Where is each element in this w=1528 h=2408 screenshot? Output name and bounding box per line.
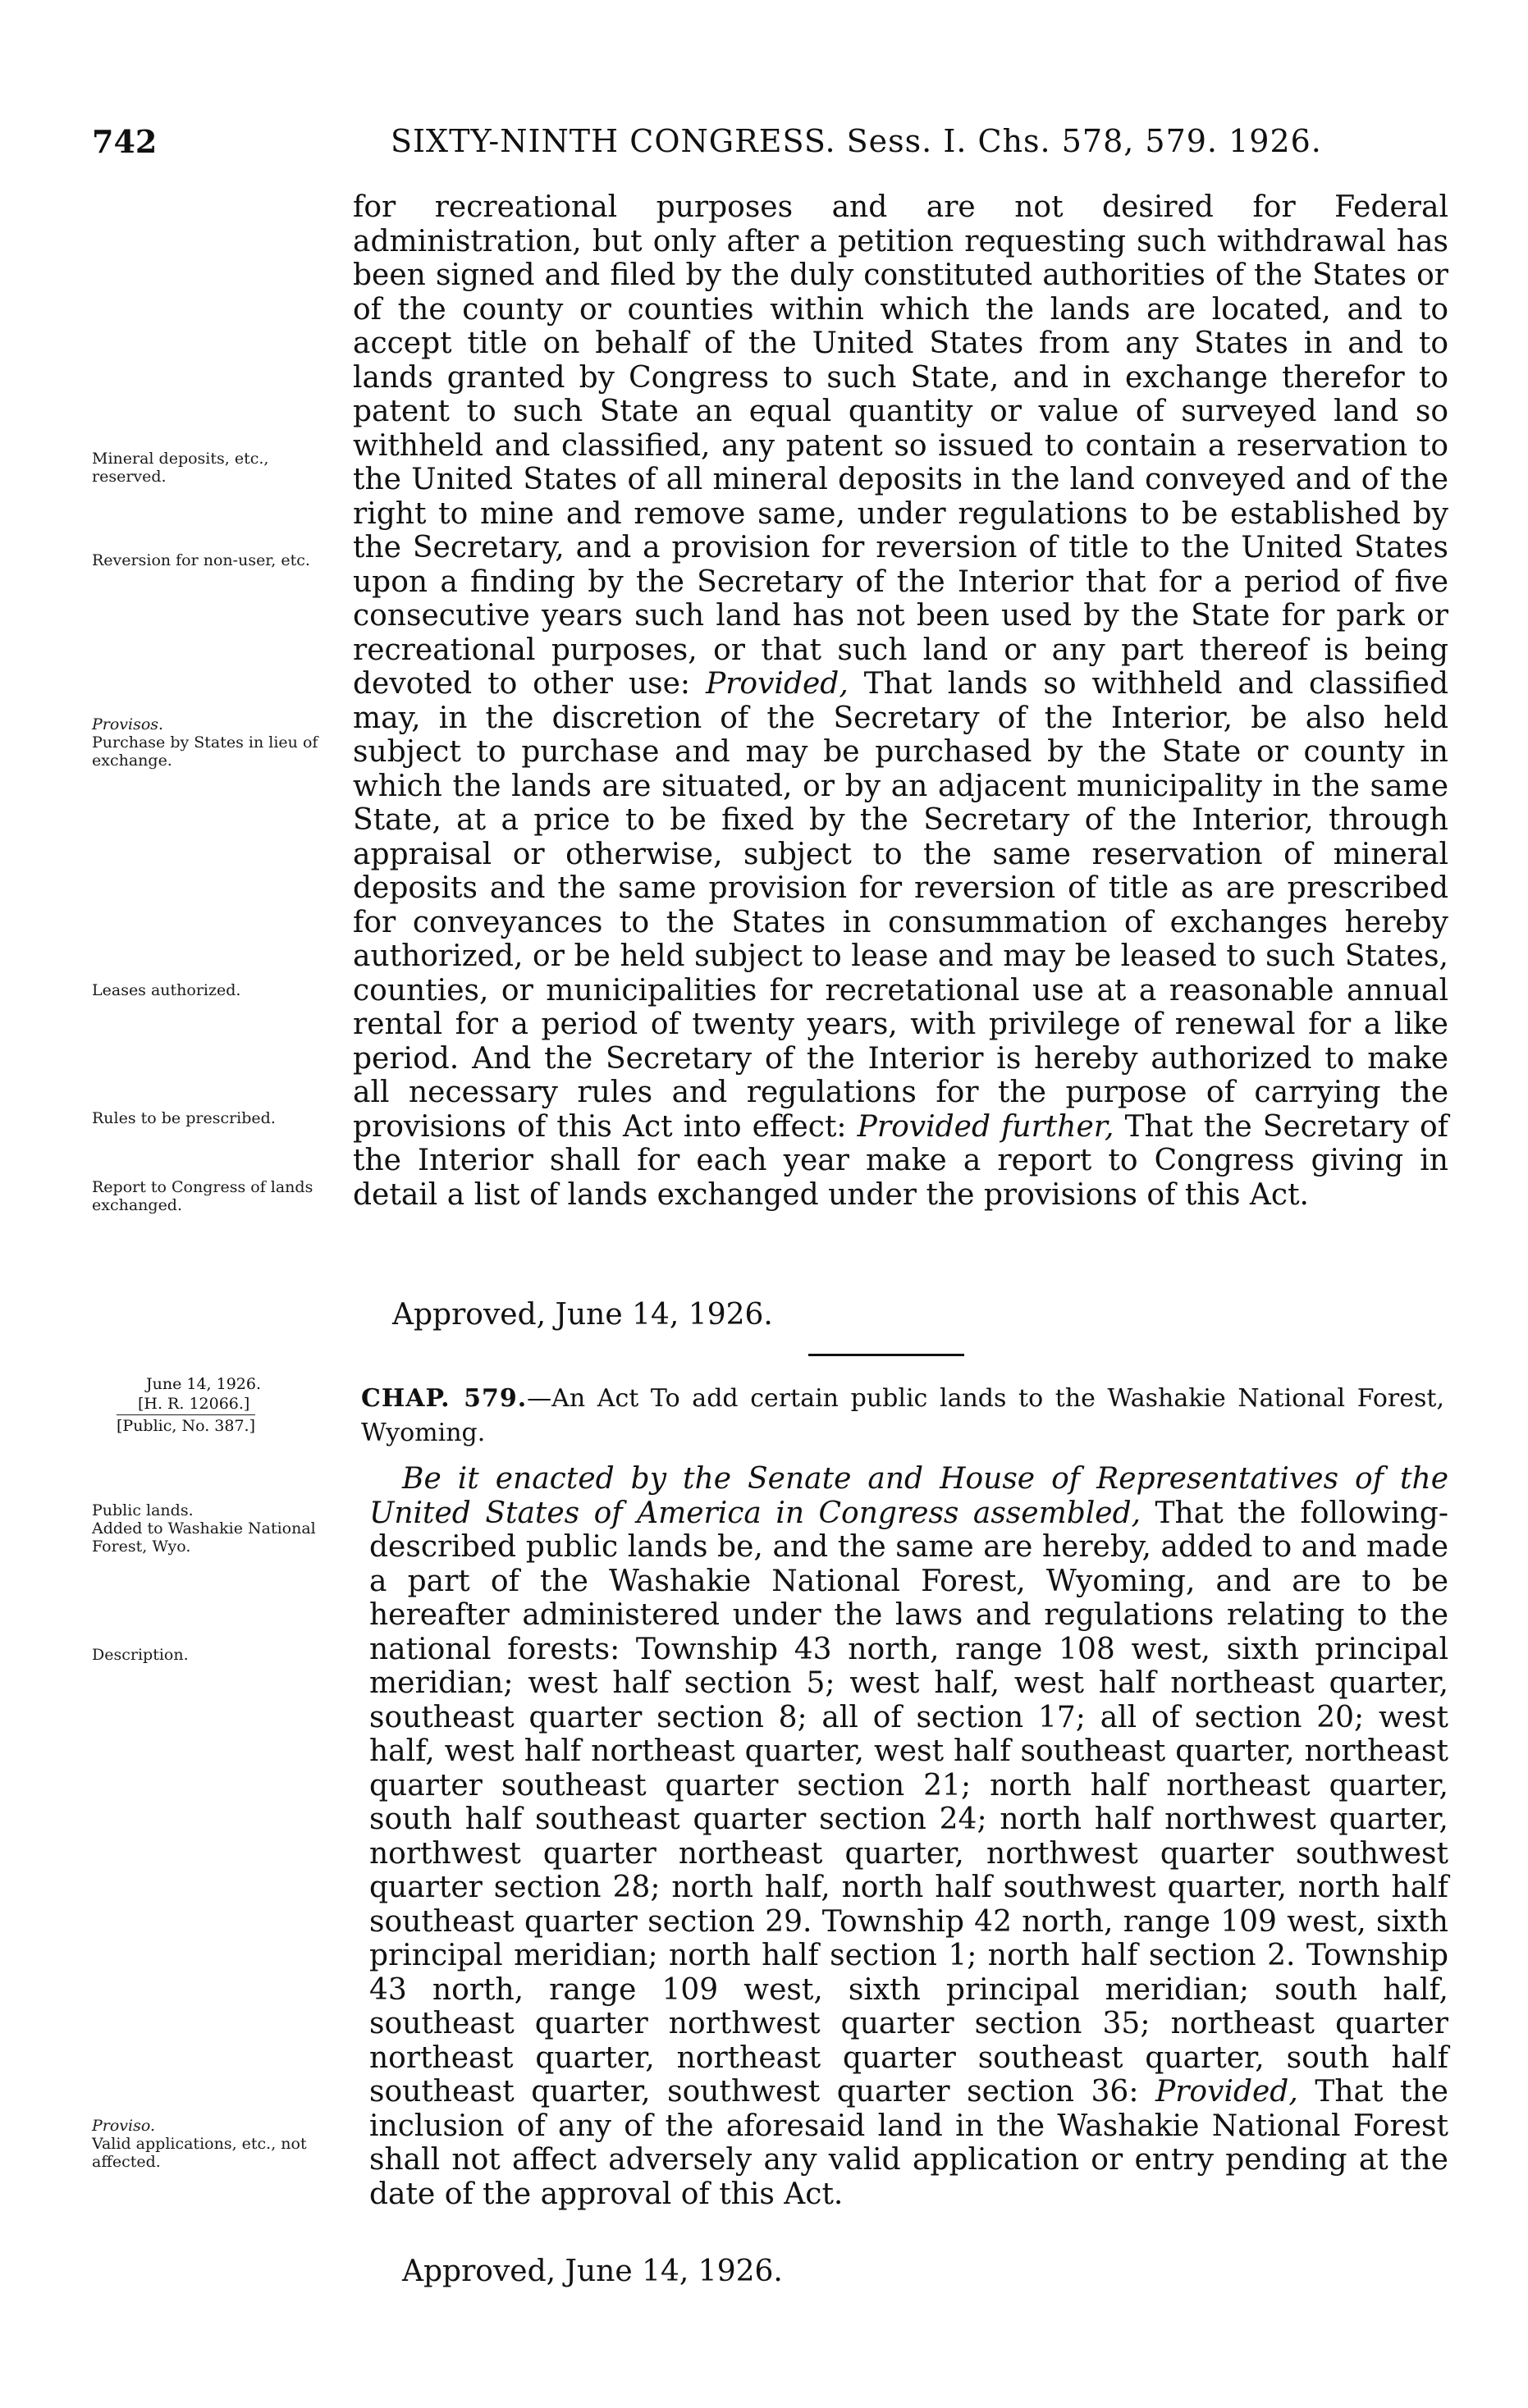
ch579-text-end: That the inclusion of any of the aforesaid land in the Washakie National Forest shall not affect adversely any valid application or entry pending at the date of the approval of this Act. [369, 2075, 1448, 2211]
ch579-enacting-clause: Be it enacted by the Senate and House of Representatives of the United States of America in Congress assembled, [369, 1462, 1448, 1530]
running-title: SIXTY-NINTH CONGRESS. Sess. I. Chs. 578, 579. 1926. [391, 123, 1322, 159]
ch578-text-start: for recreational purposes and are not desired for Federal administration, but only after a petition requesting such withdrawal has been signed and filed by the duly constituted authorities of the States or of the county or counties within which the lands are located, and to accept title on behalf of the United States from any States in and to lands granted by Congress to such State, and in exchange therefor to patent to such State an equal quantity or value of surveyed land so withheld and classified, any patent so issued to contain a reservation to the United States of all mineral deposits in the land conveyed and of the right to mine and remove same, under regulations to be established by the Secretary, and a provision for reversion of title to the United States upon a finding by the Secretary of the Interior that for a period of five consecutive years such land has not been used by the State for park or recreational purposes, or that such land or any part thereof is being devoted to other use: [353, 190, 1448, 701]
ch579-approved: Approved, June 14, 1926. [402, 2255, 783, 2288]
ch578-text-end: That the Secretary of the Interior shall for each year make a report to Congress giving in detail a list of lands exchanged under the provisions of this Act. [353, 1109, 1449, 1212]
margin-note-leases: Leases authorized. [92, 981, 241, 999]
margin-note-valid: Valid applications, etc., not affected. [92, 2135, 307, 2171]
ch578-approved: Approved, June 14, 1926. [392, 1298, 773, 1332]
ch578-text-middle: That lands so withheld and classified may, in the discretion of the Secretary of the Interior, be also held subject to purchase and may be purchased by the State or county in which the lands are situated, or by an adjacent municipality in the same State, at a price to be fixed by the Secretary of the Interior, through appraisal or otherwise, subject to the same reservation of mineral deposits and the same provision for reversion of title as are prescribed for conveyances to the States in consummation of exchanges hereby authorized, or be held subject to lease and may be leased to such States, counties, or municipalities for recretational use at a reasonable annual rental for a period of twenty years, with privilege of renewal for a like period. And the Secretary of the Interior is hereby authorized to make all necessary rules and regulations for the purpose of carrying the provisions of this Act into effect: [353, 667, 1448, 1144]
ch579-provided: Provided, [1155, 2075, 1298, 2109]
margin-note-purchase: Purchase by States in lieu of exchange. [92, 733, 318, 770]
ch578-provided-further: Provided further, [857, 1109, 1114, 1144]
section-divider [808, 1354, 964, 1356]
ch579-public-law: [Public, No. 387.] [117, 1414, 255, 1436]
margin-note-provisos [92, 715, 338, 770]
margin-note-provisos-label: Provisos. [92, 715, 164, 733]
margin-note-description: Description. [92, 1646, 189, 1664]
ch579-text-start: That the following-described public lands be, and the same are hereby, added to and made a part of the Washakie National Forest, Wyoming, and are to be hereafter administered under the laws and regulations relating to the national forests: Township 43 north, range 108 west, sixth principal meridian; west half section 5; west half, west half northeast quarter, southeast quarter section 8; all of section 17; all of section 20; west half, west half northeast quarter, west half southeast quarter, northeast quarter southeast quarter section 21; north half northeast quarter, south half southeast quarter section 24; north half northwest quarter, northwest quarter northeast quarter, northwest quarter southwest quarter section 28; north half, north half southwest quarter, north half southeast quarter section 29. Township 42 north, range 109 west, sixth principal meridian; north half section 1; north half section 2. Township 43 north, range 109 west, sixth principal meridian; south half, southeast quarter northwest quarter section 35; northeast quarter northeast quarter, northeast quarter southeast quarter, south half southeast quarter, southwest quarter section 36: [369, 1496, 1448, 2109]
ch579-heading [361, 1382, 1444, 1451]
page-header [92, 123, 1438, 172]
margin-note-rules: Rules to be prescribed. [92, 1109, 276, 1127]
margin-note-report: Report to Congress of lands exchanged. [92, 1178, 313, 1214]
margin-note-reversion: Reversion for non-user, etc. [92, 551, 310, 569]
chapter-579-body [369, 1462, 1448, 2211]
page-number: 742 [92, 123, 158, 160]
ch579-date: June 14, 1926. [146, 1375, 262, 1393]
margin-note-public-lands [92, 1501, 355, 1556]
margin-note-proviso-label: Proviso. [92, 2117, 156, 2135]
margin-note-mineral: Mineral deposits, etc., reserved. [92, 450, 269, 486]
ch579-label: CHAP. 579. [361, 1384, 528, 1413]
margin-note-public-lands-label: Public lands. [92, 1501, 194, 1519]
chapter-578-body [353, 190, 1448, 1212]
ch579-title: —An Act To add certain public lands to the Washakie National Forest, Wyoming. [361, 1384, 1445, 1447]
margin-note-proviso-579 [92, 2117, 355, 2171]
margin-note-added: Added to Washakie National Forest, Wyo. [92, 1519, 316, 1556]
ch579-bill: [H. R. 12066.] [138, 1395, 250, 1413]
ch578-provided: Provided, [705, 667, 849, 701]
